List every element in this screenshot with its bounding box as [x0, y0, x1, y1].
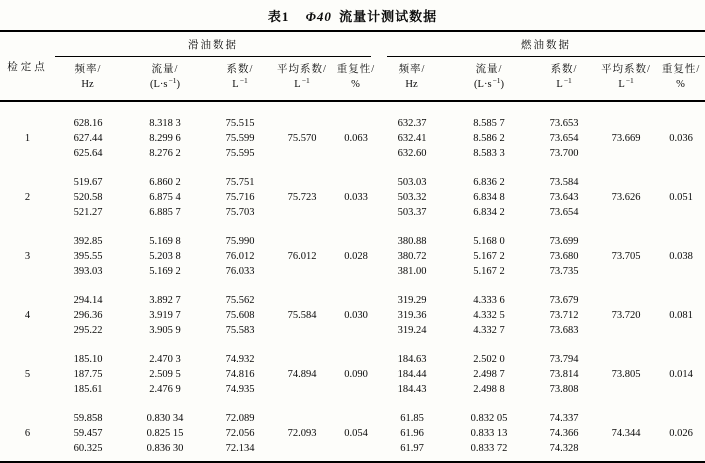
- lube-avg-cell: 74.894: [287, 369, 317, 380]
- fuel-flow-cell: 8.585 7: [473, 118, 505, 129]
- unit-base: Hz: [405, 79, 418, 90]
- fuel-coef-cell: 73.735: [549, 266, 579, 277]
- col-header-quantity: 平均系数/: [277, 64, 327, 75]
- lube-avg-cell: [271, 161, 333, 190]
- fuel-avg-cell: 73.720: [611, 310, 641, 321]
- unit-base: %: [676, 79, 685, 90]
- table-row: [0, 367, 705, 382]
- fuel-coef-cell: 73.814: [549, 369, 579, 380]
- lube-rep-cell: [333, 323, 379, 338]
- fuel-avg-cell: 73.669: [611, 133, 641, 144]
- point-cell: 3: [24, 251, 31, 262]
- table-row: [0, 308, 705, 323]
- fuel-avg-cell: [595, 323, 657, 338]
- fuel-freq-cell: 61.85: [400, 413, 424, 424]
- table-caption-text: 流量计测试数据: [339, 9, 438, 24]
- lube-coef-cell: 75.716: [225, 192, 255, 203]
- lube-flow-cell: 6.860 2: [149, 177, 181, 188]
- lube-avg-cell: [271, 397, 333, 426]
- fuel-avg-cell: [595, 101, 657, 131]
- lube-flow-cell: 2.476 9: [149, 384, 181, 395]
- col-header-unit: [445, 77, 533, 92]
- group-header-fuel: [379, 31, 705, 57]
- lube-freq-cell: 520.58: [73, 192, 103, 203]
- point-cell: [0, 264, 55, 279]
- fuel-freq-cell: 380.72: [397, 251, 427, 262]
- lube-freq-cell: 392.85: [73, 236, 103, 247]
- lube-avg-cell: [271, 338, 333, 367]
- lube-rep-cell: [333, 161, 379, 190]
- fuel-freq-cell: 632.41: [397, 133, 427, 144]
- col-header-quantity: 频率/: [74, 64, 102, 75]
- table-row: [0, 279, 705, 308]
- lube-freq-cell: 521.27: [73, 207, 103, 218]
- fuel-flow-cell: 6.836 2: [473, 177, 505, 188]
- fuel-coef-cell: 73.712: [549, 310, 579, 321]
- fuel-freq-cell: 632.60: [397, 148, 427, 159]
- col-header-flow-fuel: [445, 57, 533, 101]
- lube-freq-cell: 59.858: [73, 413, 103, 424]
- lube-flow-cell: 5.169 8: [149, 236, 181, 247]
- data-block-point-1: [0, 101, 705, 161]
- lube-freq-cell: 185.61: [73, 384, 103, 395]
- fuel-flow-cell: 0.833 72: [470, 443, 508, 454]
- lube-flow-cell: 6.885 7: [149, 207, 181, 218]
- fuel-coef-cell: 73.654: [549, 207, 579, 218]
- fuel-flow-cell: 4.332 7: [473, 325, 505, 336]
- fuel-flow-cell: 8.586 2: [473, 133, 505, 144]
- fuel-rep-cell: [657, 101, 705, 131]
- lube-flow-cell: 3.905 9: [149, 325, 181, 336]
- lube-avg-cell: [271, 382, 333, 397]
- unit-exponent: −1: [625, 76, 634, 85]
- fuel-avg-cell: 73.705: [611, 251, 641, 262]
- lube-coef-cell: 74.935: [225, 384, 255, 395]
- lube-flow-cell: 3.892 7: [149, 295, 181, 306]
- col-header-unit: [55, 77, 121, 92]
- fuel-coef-cell: 73.680: [549, 251, 579, 262]
- lube-flow-cell: 5.203 8: [149, 251, 181, 262]
- fuel-avg-cell: [595, 161, 657, 190]
- fuel-rep-cell: [657, 338, 705, 367]
- fuel-coef-cell: 74.366: [549, 428, 579, 439]
- lube-avg-cell: 75.584: [287, 310, 317, 321]
- table-row: [0, 338, 705, 367]
- col-header-unit: [533, 77, 595, 92]
- col-header-avg-lube: [271, 57, 333, 101]
- lube-avg-cell: [271, 264, 333, 279]
- fuel-freq-cell: 381.00: [397, 266, 427, 277]
- col-header-unit: [209, 77, 271, 92]
- data-block-point-5: [0, 338, 705, 397]
- lube-coef-cell: 75.599: [225, 133, 255, 144]
- fuel-rep-cell: 0.026: [669, 428, 693, 439]
- lube-avg-cell: [271, 101, 333, 131]
- table-row: [0, 426, 705, 441]
- unit-close: ): [500, 79, 505, 90]
- fuel-freq-cell: 380.88: [397, 236, 427, 247]
- data-block-point-2: [0, 161, 705, 220]
- unit-base: (L·s: [474, 79, 492, 90]
- lube-freq-cell: 627.44: [73, 133, 103, 144]
- table-row: [0, 397, 705, 426]
- lube-flow-cell: 3.919 7: [149, 310, 181, 321]
- lube-flow-cell: 2.470 3: [149, 354, 181, 365]
- fuel-avg-cell: [595, 338, 657, 367]
- fuel-rep-cell: 0.038: [669, 251, 693, 262]
- column-header-row: [0, 57, 705, 101]
- fuel-coef-cell: 73.700: [549, 148, 579, 159]
- point-cell: [0, 382, 55, 397]
- table-number: 表1: [267, 9, 290, 24]
- data-table: [0, 30, 705, 463]
- point-cell: [0, 323, 55, 338]
- lube-rep-cell: [333, 205, 379, 220]
- lube-rep-cell: [333, 146, 379, 161]
- lube-coef-cell: 75.751: [225, 177, 255, 188]
- lube-coef-cell: 76.033: [225, 266, 255, 277]
- fuel-rep-cell: [657, 279, 705, 308]
- unit-exponent: −1: [492, 76, 501, 85]
- fuel-avg-cell: 74.344: [611, 428, 641, 439]
- fuel-avg-cell: [595, 397, 657, 426]
- unit-exponent: −1: [168, 76, 177, 85]
- fuel-flow-cell: 0.832 05: [470, 413, 508, 424]
- fuel-freq-cell: 632.37: [397, 118, 427, 129]
- unit-base: %: [351, 79, 360, 90]
- lube-flow-cell: 0.836 30: [146, 443, 184, 454]
- lube-flow-cell: 8.299 6: [149, 133, 181, 144]
- table-row: [0, 220, 705, 249]
- lube-avg-cell: [271, 146, 333, 161]
- diameter-symbol: Φ40: [305, 9, 332, 24]
- fuel-flow-cell: 5.167 2: [473, 251, 505, 262]
- col-header-quantity: 系数/: [226, 64, 254, 75]
- fuel-coef-cell: 73.643: [549, 192, 579, 203]
- lube-freq-cell: 187.75: [73, 369, 103, 380]
- fuel-avg-cell: [595, 146, 657, 161]
- fuel-avg-cell: [595, 382, 657, 397]
- unit-close: ): [176, 79, 180, 90]
- lube-avg-cell: [271, 279, 333, 308]
- group-header-row: [0, 31, 705, 57]
- unit-base: (L·s: [150, 79, 168, 90]
- fuel-rep-cell: [657, 323, 705, 338]
- col-header-quantity: 流量/: [151, 64, 179, 75]
- col-header-unit: [121, 77, 209, 92]
- fuel-coef-cell: 73.584: [549, 177, 579, 188]
- table-row: [0, 101, 705, 131]
- fuel-freq-cell: 61.96: [400, 428, 424, 439]
- lube-coef-cell: 75.595: [225, 148, 255, 159]
- fuel-rep-cell: 0.051: [669, 192, 693, 203]
- lube-rep-cell: [333, 264, 379, 279]
- lube-coef-cell: 75.608: [225, 310, 255, 321]
- lube-rep-cell: 0.054: [344, 428, 368, 439]
- lube-coef-cell: 72.134: [225, 443, 255, 454]
- lube-flow-cell: 2.509 5: [149, 369, 181, 380]
- lube-freq-cell: 59.457: [73, 428, 103, 439]
- col-header-coef-fuel: [533, 57, 595, 101]
- lube-rep-cell: 0.030: [344, 310, 368, 321]
- lube-freq-cell: 625.64: [73, 148, 103, 159]
- lube-flow-cell: 8.276 2: [149, 148, 181, 159]
- fuel-coef-cell: 74.337: [549, 413, 579, 424]
- unit-base: Hz: [81, 79, 94, 90]
- lube-avg-cell: [271, 323, 333, 338]
- table-row: [0, 161, 705, 190]
- lube-freq-cell: 395.55: [73, 251, 103, 262]
- point-cell: [0, 220, 55, 249]
- col-header-quantity: 重复性/: [661, 64, 701, 75]
- lube-avg-cell: 75.723: [287, 192, 317, 203]
- fuel-flow-cell: 2.498 7: [473, 369, 505, 380]
- table-row: [0, 323, 705, 338]
- unit-base: L: [232, 79, 239, 90]
- fuel-flow-cell: 6.834 8: [473, 192, 505, 203]
- lube-coef-cell: 74.932: [225, 354, 255, 365]
- lube-rep-cell: [333, 397, 379, 426]
- col-header-quantity: 重复性/: [336, 64, 376, 75]
- fuel-freq-cell: 319.24: [397, 325, 427, 336]
- point-cell: [0, 279, 55, 308]
- fuel-avg-cell: 73.626: [611, 192, 641, 203]
- fuel-avg-cell: [595, 205, 657, 220]
- lube-freq-cell: 393.03: [73, 266, 103, 277]
- lube-avg-cell: 75.570: [287, 133, 317, 144]
- col-header-unit: [333, 77, 379, 92]
- fuel-coef-cell: 73.683: [549, 325, 579, 336]
- group-label-fuel: 燃油数据: [387, 32, 705, 57]
- lube-freq-cell: 295.22: [73, 325, 103, 336]
- lube-freq-cell: 294.14: [73, 295, 103, 306]
- point-cell: [0, 205, 55, 220]
- fuel-coef-cell: 74.328: [549, 443, 579, 454]
- lube-coef-cell: 72.089: [225, 413, 255, 424]
- fuel-rep-cell: 0.014: [669, 369, 693, 380]
- fuel-flow-cell: 5.168 0: [473, 236, 505, 247]
- lube-freq-cell: 628.16: [73, 118, 103, 129]
- fuel-rep-cell: [657, 205, 705, 220]
- fuel-flow-cell: 4.333 6: [473, 295, 505, 306]
- lube-coef-cell: 74.816: [225, 369, 255, 380]
- point-cell: [0, 338, 55, 367]
- lube-freq-cell: 185.10: [73, 354, 103, 365]
- lube-coef-cell: 75.562: [225, 295, 255, 306]
- col-header-unit: [271, 77, 333, 92]
- fuel-rep-cell: [657, 146, 705, 161]
- fuel-avg-cell: [595, 279, 657, 308]
- lube-flow-cell: 8.318 3: [149, 118, 181, 129]
- fuel-coef-cell: 73.794: [549, 354, 579, 365]
- lube-coef-cell: 75.990: [225, 236, 255, 247]
- unit-exponent: −1: [239, 76, 248, 85]
- col-header-freq-lube: [55, 57, 121, 101]
- fuel-freq-cell: 503.03: [397, 177, 427, 188]
- fuel-avg-cell: 73.805: [611, 369, 641, 380]
- unit-exponent: −1: [301, 76, 310, 85]
- point-cell: [0, 101, 55, 131]
- fuel-flow-cell: 6.834 2: [473, 207, 505, 218]
- table-row: [0, 205, 705, 220]
- fuel-avg-cell: [595, 220, 657, 249]
- lube-coef-cell: 76.012: [225, 251, 255, 262]
- fuel-freq-cell: 61.97: [400, 443, 424, 454]
- col-header-unit: [379, 77, 445, 92]
- lube-rep-cell: [333, 382, 379, 397]
- lube-flow-cell: 0.825 15: [146, 428, 184, 439]
- point-cell: [0, 397, 55, 426]
- fuel-rep-cell: [657, 220, 705, 249]
- lube-rep-cell: [333, 220, 379, 249]
- data-block-point-6: [0, 397, 705, 462]
- point-cell: 5: [24, 369, 31, 380]
- col-header-unit: [595, 77, 657, 92]
- fuel-coef-cell: 73.699: [549, 236, 579, 247]
- unit-exponent: −1: [563, 76, 572, 85]
- fuel-rep-cell: [657, 264, 705, 279]
- col-header-rep-lube: [333, 57, 379, 101]
- data-block-point-4: [0, 279, 705, 338]
- lube-coef-cell: 75.583: [225, 325, 255, 336]
- fuel-freq-cell: 503.32: [397, 192, 427, 203]
- fuel-rep-cell: 0.081: [669, 310, 693, 321]
- unit-base: L: [294, 79, 301, 90]
- fuel-coef-cell: 73.653: [549, 118, 579, 129]
- fuel-flow-cell: 8.583 3: [473, 148, 505, 159]
- lube-flow-cell: 0.830 34: [146, 413, 184, 424]
- unit-base: L: [618, 79, 625, 90]
- lube-avg-cell: 76.012: [287, 251, 317, 262]
- fuel-avg-cell: [595, 264, 657, 279]
- col-header-quantity: 流量/: [475, 64, 503, 75]
- lube-rep-cell: 0.028: [344, 251, 368, 262]
- group-label-lube: 滑油数据: [55, 32, 371, 57]
- lube-avg-cell: [271, 220, 333, 249]
- lube-avg-cell: [271, 205, 333, 220]
- table-row: [0, 382, 705, 397]
- col-header-quantity: 频率/: [398, 64, 426, 75]
- lube-coef-cell: 72.056: [225, 428, 255, 439]
- point-cell: [0, 146, 55, 161]
- col-header-quantity: 平均系数/: [601, 64, 651, 75]
- lube-flow-cell: 6.875 4: [149, 192, 181, 203]
- fuel-rep-cell: [657, 161, 705, 190]
- point-cell: 4: [24, 310, 31, 321]
- point-cell: 6: [24, 428, 31, 439]
- lube-rep-cell: 0.033: [344, 192, 368, 203]
- fuel-flow-cell: 5.167 2: [473, 266, 505, 277]
- group-header-lube: [55, 31, 379, 57]
- table-row: [0, 190, 705, 205]
- lube-rep-cell: [333, 101, 379, 131]
- fuel-flow-cell: 2.498 8: [473, 384, 505, 395]
- data-block-point-3: [0, 220, 705, 279]
- table-row: [0, 249, 705, 264]
- fuel-rep-cell: [657, 397, 705, 426]
- fuel-flow-cell: 4.332 5: [473, 310, 505, 321]
- col-header-quantity: 系数/: [550, 64, 578, 75]
- table-row: [0, 131, 705, 146]
- point-cell: 1: [24, 133, 31, 144]
- col-header-rep-fuel: [657, 57, 705, 101]
- lube-rep-cell: 0.090: [344, 369, 368, 380]
- lube-avg-cell: 72.093: [287, 428, 317, 439]
- fuel-coef-cell: 73.654: [549, 133, 579, 144]
- lube-rep-cell: [333, 338, 379, 367]
- lube-rep-cell: 0.063: [344, 133, 368, 144]
- table-header: [0, 31, 705, 101]
- fuel-freq-cell: 184.63: [397, 354, 427, 365]
- lube-coef-cell: 75.703: [225, 207, 255, 218]
- fuel-coef-cell: 73.808: [549, 384, 579, 395]
- fuel-freq-cell: 503.37: [397, 207, 427, 218]
- fuel-coef-cell: 73.679: [549, 295, 579, 306]
- table-row: [0, 146, 705, 161]
- fuel-flow-cell: 2.502 0: [473, 354, 505, 365]
- point-cell: 2: [24, 192, 31, 203]
- lube-coef-cell: 75.515: [225, 118, 255, 129]
- table-caption: [0, 0, 705, 30]
- point-cell: [0, 161, 55, 190]
- col-header-coef-lube: [209, 57, 271, 101]
- col-header-flow-lube: [121, 57, 209, 101]
- fuel-freq-cell: 319.29: [397, 295, 427, 306]
- col-header-avg-fuel: [595, 57, 657, 101]
- lube-freq-cell: 60.325: [73, 443, 103, 454]
- fuel-freq-cell: 184.44: [397, 369, 427, 380]
- lube-flow-cell: 5.169 2: [149, 266, 181, 277]
- col-header-point: 检定点: [0, 31, 55, 101]
- lube-freq-cell: 296.36: [73, 310, 103, 321]
- lube-rep-cell: [333, 279, 379, 308]
- fuel-freq-cell: 184.43: [397, 384, 427, 395]
- unit-base: L: [556, 79, 563, 90]
- fuel-freq-cell: 319.36: [397, 310, 427, 321]
- fuel-flow-cell: 0.833 13: [470, 428, 508, 439]
- col-header-unit: [657, 77, 705, 92]
- col-header-freq-fuel: [379, 57, 445, 101]
- lube-freq-cell: 519.67: [73, 177, 103, 188]
- fuel-rep-cell: [657, 382, 705, 397]
- table-row: [0, 264, 705, 279]
- fuel-rep-cell: 0.036: [669, 133, 693, 144]
